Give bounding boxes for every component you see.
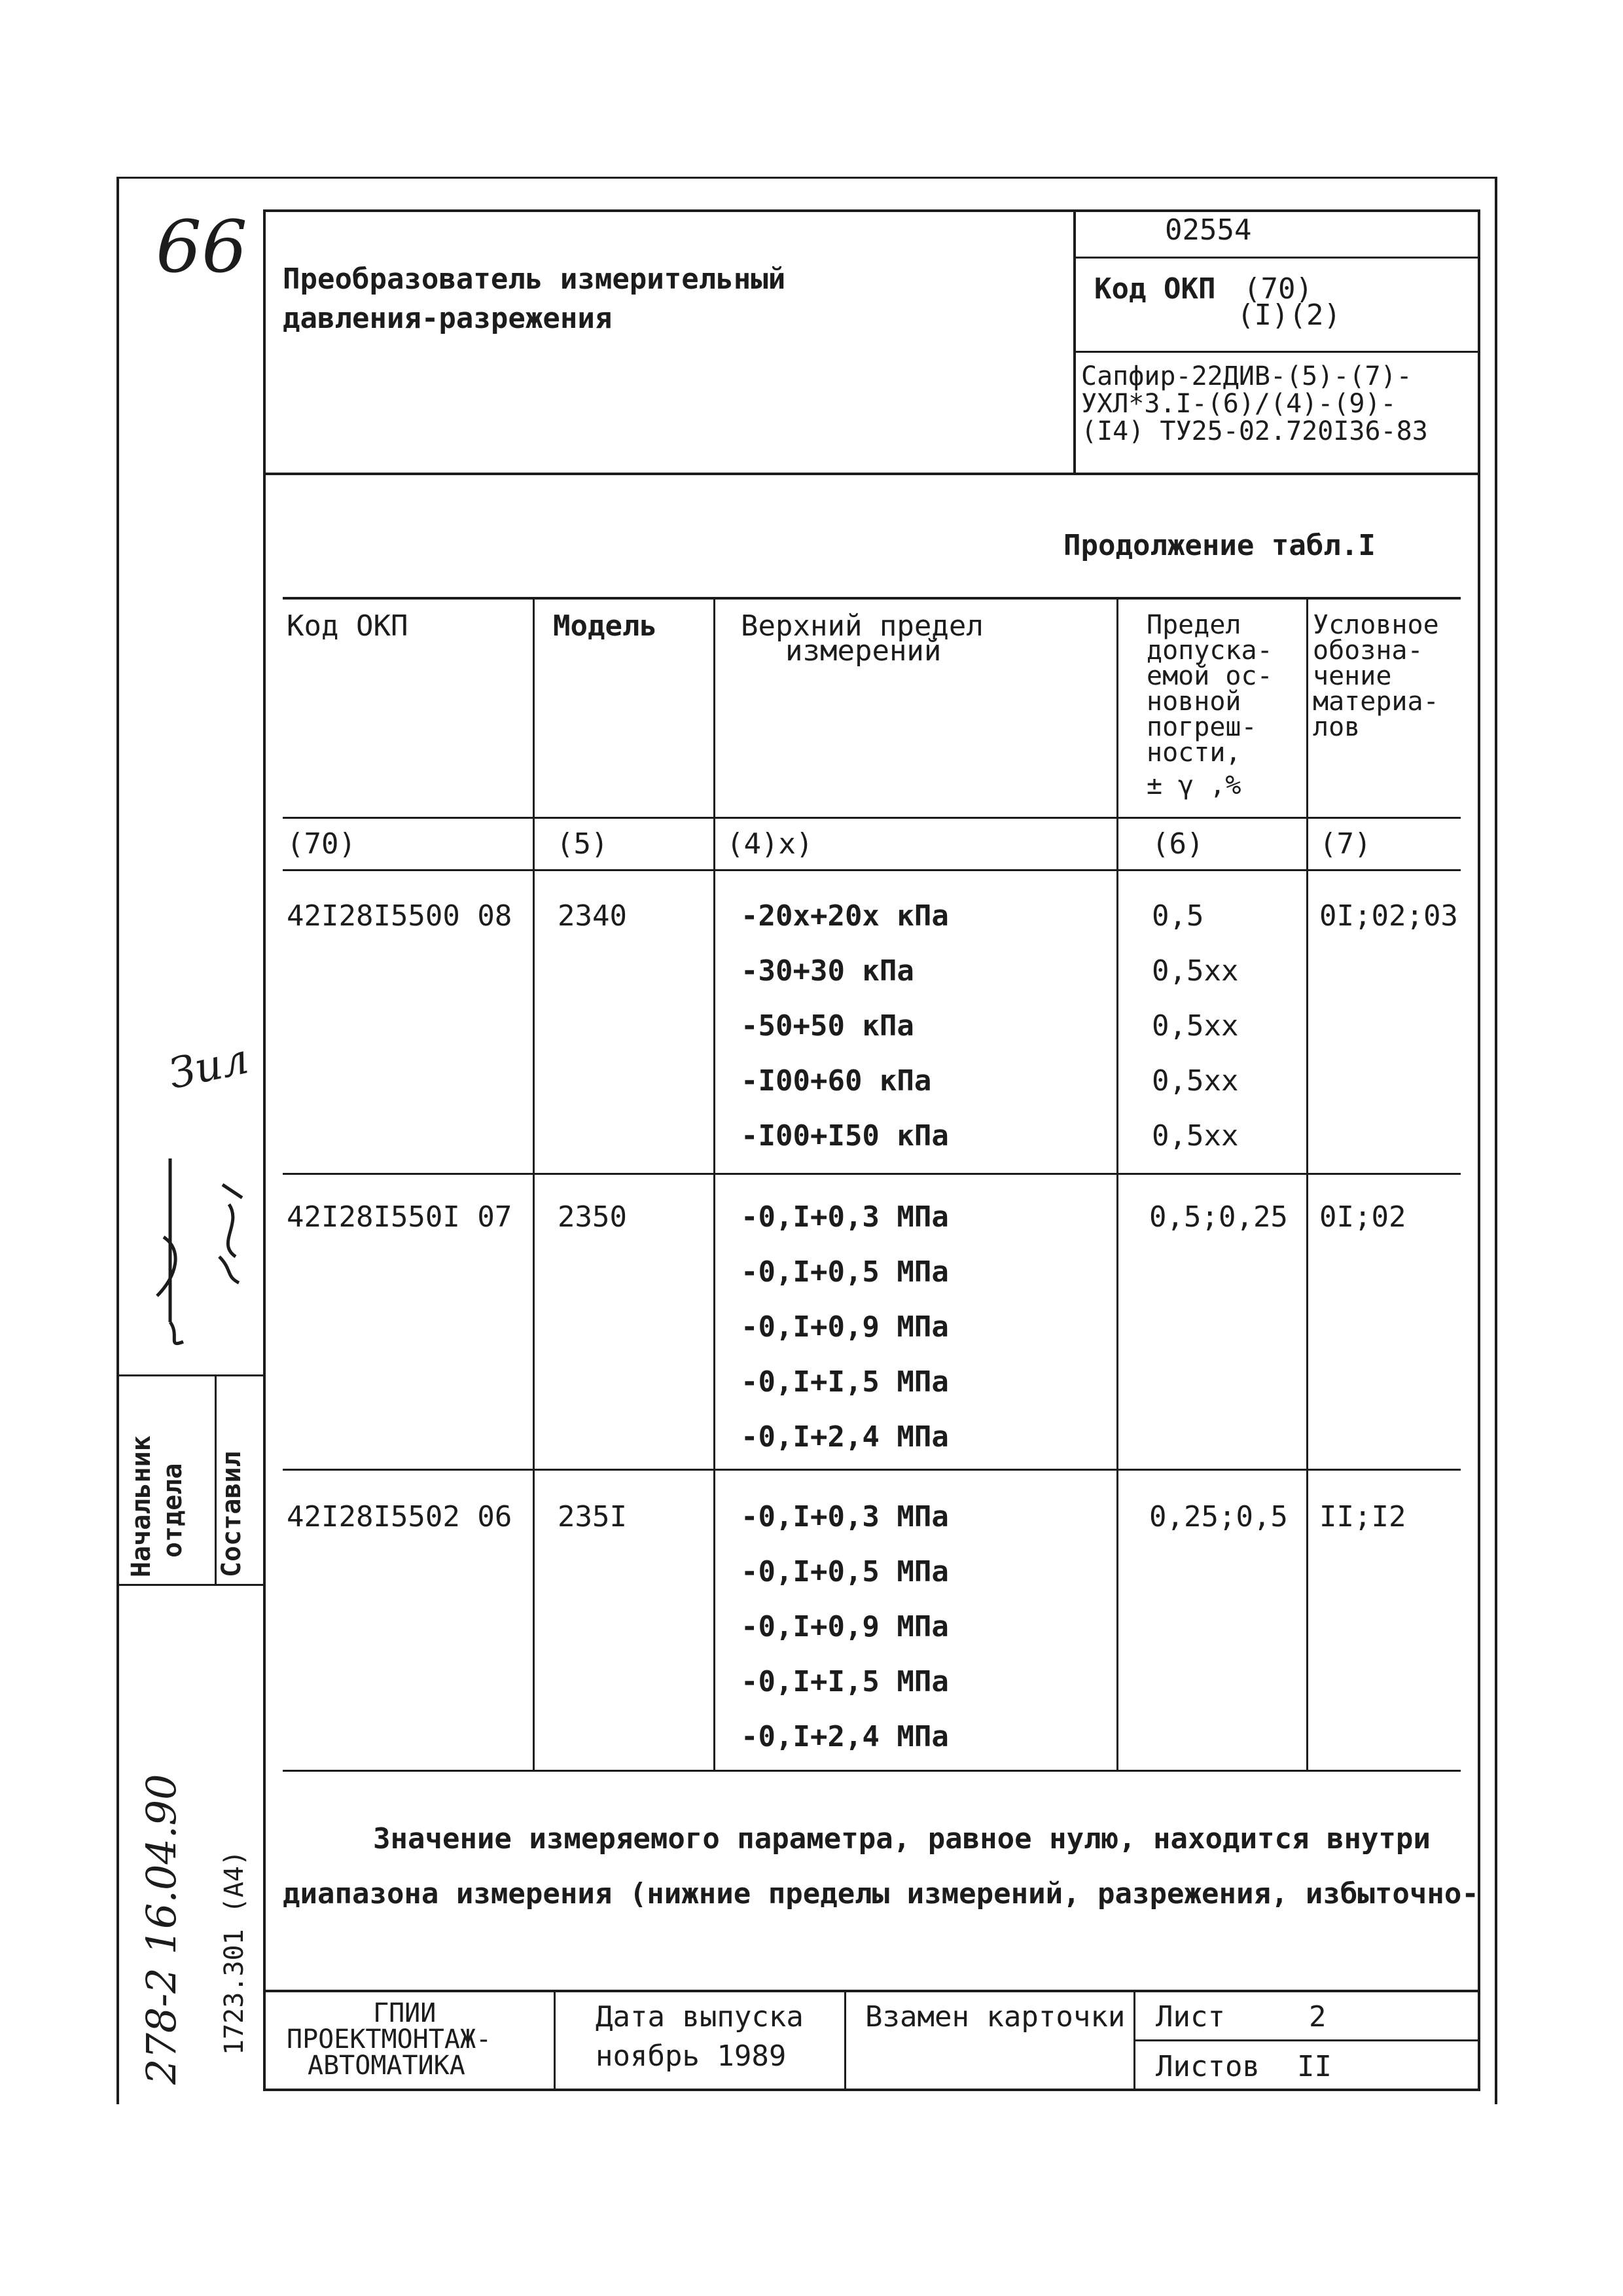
group1-limit-4: -I00+60 кПа — [741, 1064, 932, 1098]
card-bottom-line — [263, 2089, 1479, 2091]
table-col-line-2 — [713, 597, 715, 1771]
group2-limit-5: -0,I+2,4 МПа — [741, 1420, 949, 1454]
group2-model: 2350 — [558, 1200, 627, 1234]
group3-err: 0,25;0,5 — [1149, 1500, 1288, 1534]
group3-materials: II;I2 — [1319, 1500, 1406, 1534]
group2-limit-1: -0,I+0,3 МПа — [741, 1200, 949, 1234]
designation-line1: Сапфир-22ДИВ-(5)-(7)- — [1081, 361, 1412, 391]
group1-limit-1: -20х+20х кПа — [741, 899, 949, 933]
org-line2: ПРОЕКТМОНТАЖ- — [287, 2024, 492, 2054]
group3-limit-5: -0,I+2,4 МПа — [741, 1720, 949, 1753]
header-limit-l2: измерений — [785, 634, 942, 668]
ref-mat: (7) — [1319, 827, 1372, 861]
org-line1: ГПИИ — [373, 1998, 437, 2028]
group1-err-3: 0,5хх — [1152, 1009, 1239, 1043]
ref-err: (6) — [1152, 827, 1204, 861]
group2-limit-3: -0,I+0,9 МПа — [741, 1310, 949, 1344]
table-ref-line — [283, 869, 1461, 871]
group3-limit-1: -0,I+0,3 МПа — [741, 1500, 949, 1534]
footer-col-line-2 — [844, 1990, 846, 2091]
sheets-label: Листов — [1156, 2050, 1260, 2083]
header-mat-l2: обозна- — [1313, 636, 1423, 666]
header-mat-l5: лов — [1313, 712, 1361, 742]
group3-limit-3: -0,I+0,9 МПа — [741, 1610, 949, 1643]
group2-limit-4: -0,I+I,5 МПа — [741, 1365, 949, 1399]
okp-label: Код ОКП — [1094, 272, 1216, 306]
group2-materials: 0I;02 — [1319, 1200, 1406, 1234]
header-title-line1: Преобразователь измерительный — [283, 262, 786, 296]
stamp-head-label-l2: отдела — [158, 1463, 188, 1558]
page-number: 66 — [156, 205, 247, 289]
group1-err-5: 0,5хх — [1152, 1119, 1239, 1153]
card-left-line — [263, 209, 266, 2091]
group1-err-2: 0,5хх — [1152, 954, 1239, 988]
header-err-l1: Предел — [1147, 610, 1241, 640]
group3-model: 235I — [558, 1500, 627, 1534]
stamp-bottom-line — [116, 1584, 264, 1586]
note-line2: диапазона измерения (нижние пределы измерений, разрежения, избыточно- — [283, 1877, 1479, 1910]
stamp-top-line — [116, 1374, 264, 1376]
stamp-handwritten-date: 278-2 16.04.90 — [137, 1774, 185, 2085]
group1-limit-2: -30+30 кПа — [741, 954, 914, 988]
code-divider — [1073, 257, 1479, 259]
group1-limit-3: -50+50 кПа — [741, 1009, 914, 1043]
ref-limit: (4)х) — [726, 827, 813, 861]
table-header-line — [283, 817, 1461, 819]
replaces-label: Взамен карточки — [865, 2000, 1126, 2034]
header-mat-l1: Условное — [1313, 610, 1439, 640]
card-top-line — [263, 209, 1479, 212]
group2-okp: 42I28I550I 07 — [287, 1200, 512, 1234]
group1-materials: 0I;02;03 — [1319, 899, 1458, 933]
table-col-line-1 — [533, 597, 535, 1771]
designation-line2: УХЛ*3.I-(6)/(4)-(9)- — [1081, 389, 1397, 419]
header-divider-bottom — [263, 473, 1479, 475]
footer-top-line — [263, 1990, 1479, 1992]
header-err-l5: погреш- — [1147, 712, 1257, 742]
table-top-line — [283, 597, 1461, 600]
header-err-l3: емой ос- — [1147, 661, 1273, 691]
group3-okp: 42I28I5502 06 — [287, 1500, 512, 1534]
header-mat-l3: чение — [1313, 661, 1392, 691]
header-err-l4: новной — [1147, 687, 1241, 717]
group3-limit-4: -0,I+I,5 МПа — [741, 1665, 949, 1698]
designation-line3: (I4) ТУ25-02.720I36-83 — [1081, 416, 1428, 446]
okp-divider — [1073, 351, 1479, 353]
footer-col-line-1 — [554, 1990, 556, 2091]
signature-marks — [144, 1145, 255, 1374]
table-group-line-1 — [283, 1173, 1461, 1175]
frame-left-line — [116, 177, 119, 2104]
okp-ref-2: (I)(2) — [1237, 298, 1341, 332]
header-err-l7: ± γ ,% — [1147, 770, 1241, 800]
org-line3: АВТОМАТИКА — [308, 2051, 465, 2081]
okp-ref-1: (70) — [1243, 272, 1313, 306]
header-model: Модель — [553, 609, 657, 643]
header-err-l2: допуска- — [1147, 636, 1273, 666]
group1-model: 2340 — [558, 899, 627, 933]
card-code: 02554 — [1165, 213, 1252, 247]
ref-okp: (70) — [287, 827, 356, 861]
table-bottom-line — [283, 1770, 1461, 1772]
table-col-line-3 — [1116, 597, 1118, 1771]
stamp-archive-code: 1723.301 (A4) — [219, 1850, 249, 2055]
stamp-author-label: Составил — [217, 1451, 247, 1577]
frame-top-line — [116, 177, 1497, 179]
release-date: ноябрь 1989 — [596, 2039, 787, 2073]
sheet-label: Лист — [1156, 2000, 1225, 2034]
release-label: Дата выпуска — [596, 2000, 804, 2034]
footer-sheet-divider — [1133, 2039, 1479, 2041]
group2-err: 0,5;0,25 — [1149, 1200, 1288, 1234]
sheet-value: 2 — [1309, 2000, 1327, 2034]
note-line1: Значение измеряемого параметра, равное нулю, находится внутри — [373, 1822, 1431, 1856]
frame-right-line — [1495, 177, 1497, 2104]
group1-err-1: 0,5 — [1152, 899, 1204, 933]
group2-limit-2: -0,I+0,5 МПа — [741, 1255, 949, 1289]
sheets-value: II — [1297, 2050, 1332, 2083]
group3-limit-2: -0,I+0,5 МПа — [741, 1555, 949, 1588]
table-caption: Продолжение табл.I — [1063, 529, 1376, 562]
stamp-head-label-l1: Начальник — [126, 1435, 156, 1577]
group1-err-4: 0,5хх — [1152, 1064, 1239, 1098]
header-okp: Код ОКП — [287, 609, 408, 643]
group1-okp: 42I28I5500 08 — [287, 899, 512, 933]
table-group-line-2 — [283, 1469, 1461, 1471]
group1-limit-5: -I00+I50 кПа — [741, 1119, 949, 1153]
header-divider-vertical — [1073, 209, 1076, 475]
header-err-l6: ности, — [1147, 738, 1241, 768]
ref-model: (5) — [556, 827, 609, 861]
card-right-line — [1478, 209, 1480, 2091]
header-mat-l4: материа- — [1313, 687, 1439, 717]
header-title-line2: давления-разрежения — [283, 302, 613, 335]
stamp-handwritten-note: Зил — [164, 1035, 253, 1099]
header-limit-l1: Верхний предел — [741, 609, 984, 643]
table-col-line-4 — [1306, 597, 1308, 1771]
